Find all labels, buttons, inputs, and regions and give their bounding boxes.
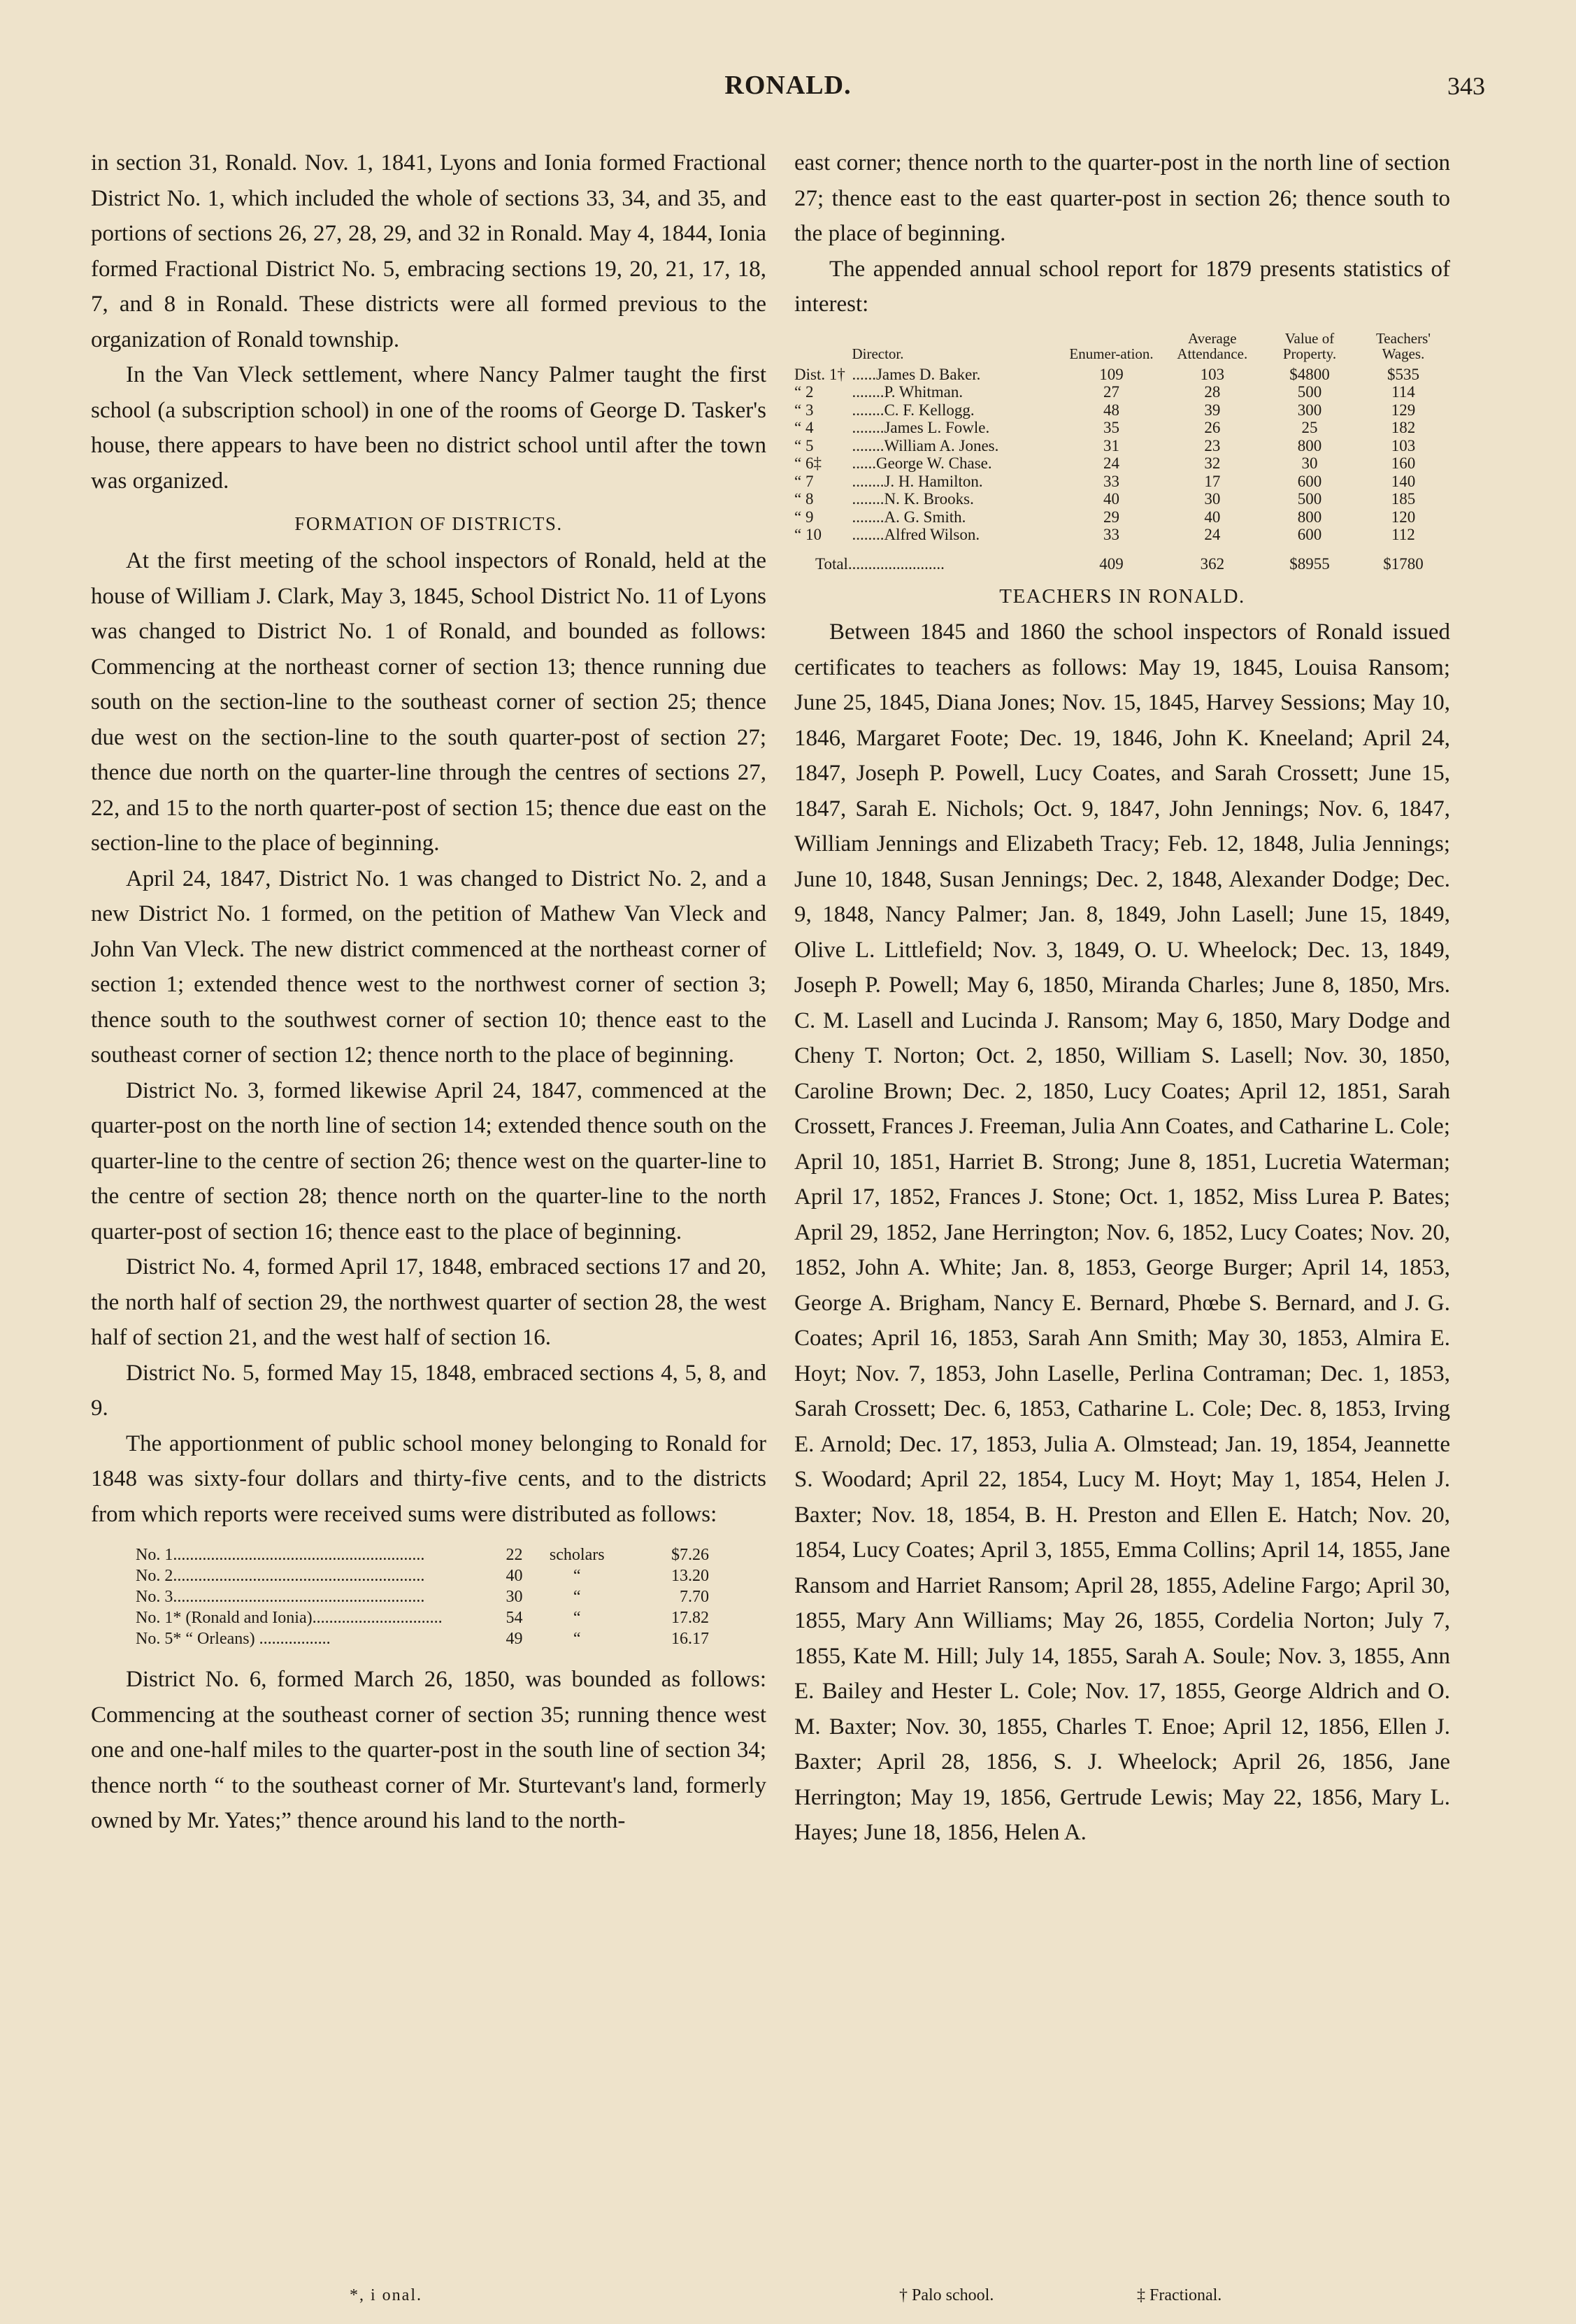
wages-value: 182 xyxy=(1391,419,1416,436)
amount: 13.20 xyxy=(671,1567,709,1585)
unit-label: “ xyxy=(573,1630,581,1648)
attendance-value: 23 xyxy=(1204,436,1221,454)
wages-value: 114 xyxy=(1391,383,1415,401)
table-row xyxy=(136,1565,709,1586)
table-row xyxy=(794,454,1450,473)
wages-value: 160 xyxy=(1391,454,1416,472)
paragraph: In the Van Vleck settlement, where Nancy Palmer taught the first school (a subscription school) in one of the rooms of George D. Tasker's house, there appears to have been no district school until after the town was organized. xyxy=(91,362,766,494)
unit-label: “ xyxy=(573,1588,581,1606)
enumeration-value: 33 xyxy=(1103,472,1120,490)
amount: 16.17 xyxy=(671,1630,709,1648)
district-label: “ 5 xyxy=(794,436,814,454)
amount: 7.70 xyxy=(680,1588,709,1606)
table-row xyxy=(794,401,1450,419)
property-value: 600 xyxy=(1297,472,1322,490)
property-value: 500 xyxy=(1297,383,1322,401)
wages-value: 120 xyxy=(1391,508,1416,526)
property-value: 600 xyxy=(1297,526,1322,543)
total-wages: $1780 xyxy=(1383,554,1424,573)
enumeration-value: 48 xyxy=(1103,401,1120,419)
director-name: ........P. Whitman. xyxy=(852,383,963,401)
right-column xyxy=(794,145,1450,1851)
scholar-count: 22 xyxy=(506,1546,523,1564)
property-value: 800 xyxy=(1297,436,1322,454)
paragraph: The appended annual school report for 1879 presents statistics of interest: xyxy=(794,256,1450,317)
table-row xyxy=(794,366,1450,384)
paragraph: District No. 5, formed May 15, 1848, embraced sections 4, 5, 8, and 9. xyxy=(91,1360,766,1421)
wages-value: 185 xyxy=(1391,490,1416,508)
page-number: 343 xyxy=(1447,72,1485,100)
property-value: 300 xyxy=(1297,401,1322,419)
total-property: $8955 xyxy=(1289,554,1330,573)
district-label: “ 3 xyxy=(794,401,814,419)
paragraph: At the first meeting of the school inspectors of Ronald, held at the house of William J. Clark, May 3, 1845, School District No. 11 of Lyons was changed to District No. 1 of Ronald, and bounded as follows: Commencing at the northeast corner of section 13; thence running due south on the section-line to the southeast corner of section 25; thence due west on the section-line to the south quarter-post of section 27; thence due north on the quarter-line through the centres of sections 27, 22, and 15 to the north quarter-post of section 15; thence due east on the section-line to the place of beginning. xyxy=(91,548,766,856)
district-label: “ 7 xyxy=(794,472,814,490)
left-column xyxy=(91,145,766,1839)
table-row xyxy=(136,1607,709,1628)
footnote-left: *, i onal. xyxy=(350,2286,422,2304)
amount: $7.26 xyxy=(671,1546,709,1564)
table-row xyxy=(794,508,1450,526)
wages-value: 129 xyxy=(1391,401,1416,419)
section-heading-teachers: TEACHERS IN RONALD. xyxy=(999,585,1245,608)
header-property: Value of Property. xyxy=(1282,329,1337,362)
wages-value: 112 xyxy=(1391,526,1415,543)
director-name: ........Alfred Wilson. xyxy=(852,526,980,543)
district-label: “ 2 xyxy=(794,383,814,401)
director-name: ........N. K. Brooks. xyxy=(852,490,974,508)
header-wages: Teachers' Wages. xyxy=(1375,329,1431,362)
paragraph: April 24, 1847, District No. 1 was changed to District No. 2, and a new District No. 1 formed, on the petition of Mathew Van Vleck and John Van Vleck. The new district commenced at the northeast corner of section 1; extended thence west to the northwest corner of section 3; thence south to the southwest corner of section 10; thence east to the southeast corner of section 12; thence north to the place of beginning. xyxy=(91,866,766,1068)
unit-label: “ xyxy=(573,1609,581,1627)
total-label: Total........................ xyxy=(815,554,945,573)
paragraph: District No. 6, formed March 26, 1850, was bounded as follows: Commencing at the southeast corner of section 35; running thence west one and one-half miles to the quarter-post in the south line of section 34; thence north “ to the southeast corner of Mr. Sturtevant's land, formerly owned by Mr. Yates;” thence around his land to the north- xyxy=(91,1667,766,1833)
enumeration-value: 109 xyxy=(1099,365,1124,383)
scholar-count: 49 xyxy=(506,1630,523,1648)
attendance-value: 28 xyxy=(1204,383,1221,401)
footnote-fractional: ‡ Fractional. xyxy=(1137,2286,1222,2304)
enumeration-value: 29 xyxy=(1103,508,1120,526)
attendance-value: 32 xyxy=(1204,454,1221,472)
footnote-palo: † Palo school. xyxy=(899,2286,994,2304)
director-name: ........A. G. Smith. xyxy=(852,508,966,526)
director-name: ........J. H. Hamilton. xyxy=(852,472,983,490)
director-name: ......James D. Baker. xyxy=(852,365,981,383)
section-heading-districts: FORMATION OF DISTRICTS. xyxy=(294,513,563,534)
attendance-value: 103 xyxy=(1200,365,1225,383)
apportionment-table xyxy=(136,1544,709,1649)
table-header-row xyxy=(794,331,1450,366)
district-label: “ 8 xyxy=(794,490,814,508)
property-value: 30 xyxy=(1301,454,1318,472)
table-row xyxy=(794,490,1450,508)
apportionment-item: No. 1* (Ronald and Ionia)............................... xyxy=(136,1609,443,1627)
attendance-value: 39 xyxy=(1204,401,1221,419)
amount: 17.82 xyxy=(671,1609,709,1627)
apportionment-item: No. 3............................................................ xyxy=(136,1588,425,1606)
attendance-value: 30 xyxy=(1204,490,1221,508)
attendance-value: 17 xyxy=(1204,472,1221,490)
director-name: ........C. F. Kellogg. xyxy=(852,401,975,419)
director-name: ........James L. Fowle. xyxy=(852,419,990,436)
table-row xyxy=(794,526,1450,544)
apportionment-item: No. 2............................................................ xyxy=(136,1567,425,1585)
table-row xyxy=(136,1628,709,1649)
district-label: “ 10 xyxy=(794,526,822,543)
scholar-count: 54 xyxy=(506,1609,523,1627)
scholar-count: 30 xyxy=(506,1588,523,1606)
property-value: 25 xyxy=(1301,419,1318,436)
property-value: 500 xyxy=(1297,490,1322,508)
apportionment-item: No. 5* “ Orleans) ................. xyxy=(136,1630,331,1648)
unit-label: scholars xyxy=(549,1546,605,1564)
total-row xyxy=(794,544,1450,573)
table-row xyxy=(794,383,1450,401)
enumeration-value: 40 xyxy=(1103,490,1120,508)
footnotes-right xyxy=(899,2286,1389,2305)
district-label: Dist. 1† xyxy=(794,365,845,383)
table-row xyxy=(794,437,1450,455)
table-row xyxy=(136,1586,709,1607)
attendance-value: 40 xyxy=(1204,508,1221,526)
paragraph: District No. 4, formed April 17, 1848, embraced sections 17 and 20, the north half of section 29, the northwest quarter of section 28, the west half of section 21, and the west half of section 16. xyxy=(91,1254,766,1350)
district-label: “ 9 xyxy=(794,508,814,526)
director-name: ........William A. Jones. xyxy=(852,436,999,454)
enumeration-value: 27 xyxy=(1103,383,1120,401)
district-label: “ 4 xyxy=(794,419,814,436)
enumeration-value: 31 xyxy=(1103,436,1120,454)
paragraph: The apportionment of public school money belonging to Ronald for 1848 was sixty-four dollars and thirty-five cents, and to the districts from which reports were received sums were distributed as follows: xyxy=(91,1430,766,1527)
enumeration-value: 33 xyxy=(1103,526,1120,543)
property-value: $4800 xyxy=(1289,365,1330,383)
property-value: 800 xyxy=(1297,508,1322,526)
total-attendance: 362 xyxy=(1200,554,1225,573)
enumeration-value: 24 xyxy=(1103,454,1120,472)
attendance-value: 24 xyxy=(1204,526,1221,543)
school-report-table xyxy=(794,331,1450,573)
enumeration-value: 35 xyxy=(1103,419,1120,436)
attendance-value: 26 xyxy=(1204,419,1221,436)
paragraph: District No. 3, formed likewise April 24, 1847, commenced at the quarter-post on the north line of section 14; extended thence south on the quarter-line to the centre of section 26; thence west on the quarter-line to the centre of section 28; thence north on the quarter-line to the north quarter-post of section 16; thence east to the place of beginning. xyxy=(91,1077,766,1245)
unit-label: “ xyxy=(573,1567,581,1585)
header-enumeration: Enumer-ation. xyxy=(1069,345,1154,362)
table-row xyxy=(136,1544,709,1565)
apportionment-item: No. 1............................................................ xyxy=(136,1546,425,1564)
header-attendance: Average Attendance. xyxy=(1177,329,1248,362)
director-name: ......George W. Chase. xyxy=(852,454,992,472)
running-title: RONALD. xyxy=(724,71,852,100)
header-director: Director. xyxy=(852,345,904,362)
district-label: “ 6‡ xyxy=(794,454,822,472)
wages-value: 140 xyxy=(1391,472,1416,490)
table-row xyxy=(794,419,1450,437)
paragraph: east corner; thence north to the quarter-post in the north line of section 27; thence east to the east quarter-post in section 26; thence south to the place of beginning. xyxy=(794,150,1450,246)
scholar-count: 40 xyxy=(506,1567,523,1585)
wages-value: $535 xyxy=(1387,365,1419,383)
paragraph: Between 1845 and 1860 the school inspectors of Ronald issued certificates to teachers as follows: May 19, 1845, Louisa Ransom; June 25, 1845, Diana Jones; Nov. 15, 1845, Harvey Sessions; May 10, 1846, Margaret Foote; Dec. 19, 1846, John K. Kneeland; April 24, 1847, Joseph P. Powell, Lucy Coates, and Sarah Crossett; June 15, 1847, Sarah E. Nichols; Oct. 9, 1847, John Jennings; Nov. 6, 1847, William Jennings and Elizabeth Tracy; Feb. 12, 1848, Julia Jennings; June 10, 1848, Susan Jennings; Dec. 2, 1848, Alexander Dodge; Dec. 9, 1848, Nancy Palmer; Jan. 8, 1849, John Lasell; June 15, 1849, Olive L. Littlefield; Nov. 3, 1849, O. U. Wheelock; Dec. 13, 1849, Joseph P. Powell; May 6, 1850, Miranda Charles; June 8, 1850, Mrs. C. M. Lasell and Lucinda J. Ransom; May 6, 1850, Mary Dodge and Cheny T. Norton; Oct. 2, 1850, William S. Lasell; Nov. 30, 1850, Caroline Brown; Dec. 2, 1850, Lucy Coates; April 12, 1851, Sarah Crossett, Frances J. Freeman, Julia Ann Coates, and Catharine L. Cole; April 10, 1851, Harriet B. Strong; June 8, 1851, Lucretia Waterman; April 17, 1852, Frances J. Stone; Oct. 1, 1852, Miss Lurea P. Bates; April 29, 1852, Jane Herrington; Nov. 6, 1852, Lucy Coates; Nov. 20, 1852, John A. White; Jan. 8, 1853, George Burger; April 14, 1853, George A. Brigham, Nancy E. Bernard, Phœbe S. Bernard, and J. G. Coates; April 16, 1853, Sarah Ann Smith; May 30, 1853, Almira E. Hoyt; Nov. 7, 1853, John Laselle, Perlina Contraman; Dec. 1, 1853, Sarah Crossett; Dec. 6, 1853, Catharine L. Cole; Dec. 8, 1853, Irving E. Arnold; Dec. 17, 1853, Julia A. Olmstead; Jan. 19, 1854, Jeannette S. Woodard; April 22, 1854, Lucy M. Hoyt; May 1, 1854, Helen J. Baxter; Nov. 18, 1854, B. H. Preston and Ellen E. Hatch; Nov. 20, 1854, Lucy Coates; April 3, 1855, Emma Collins; April 14, 1855, Jane Ransom and Harriet Ransom; April 28, 1855, Adeline Fargo; April 30, 1855, Mary Ann Williams; May 26, 1855, Cordelia Norton; July 7, 1855, Kate M. Hill; July 14, 1855, Sarah A. Soule; Nov. 3, 1855, Ann E. Bailey and Hester L. Cole; Nov. 17, 1855, George Aldrich and O. M. Baxter; Nov. 30, 1855, Charles T. Enoe; April 12, 1856, Ellen J. Baxter; April 28, 1856, S. J. Wheelock; April 26, 1856, Jane Herrington; May 19, 1856, Gertrude Lewis; May 22, 1856, Mary L. Hayes; June 18, 1856, Helen A. xyxy=(794,619,1450,1845)
wages-value: 103 xyxy=(1391,436,1416,454)
paragraph: in section 31, Ronald. Nov. 1, 1841, Lyons and Ionia formed Fractional District No. 1, which included the whole of sections 33, 34, and 35, and portions of sections 26, 27, 28, 29, and 32 in Ronald. May 4, 1844, Ionia formed Fractional District No. 5, embracing sections 19, 20, 21, 17, 18, 7, and 8 in Ronald. These districts were all formed previous to the organization of Ronald township. xyxy=(91,150,766,352)
table-row xyxy=(794,473,1450,491)
total-enumeration: 409 xyxy=(1099,554,1124,573)
